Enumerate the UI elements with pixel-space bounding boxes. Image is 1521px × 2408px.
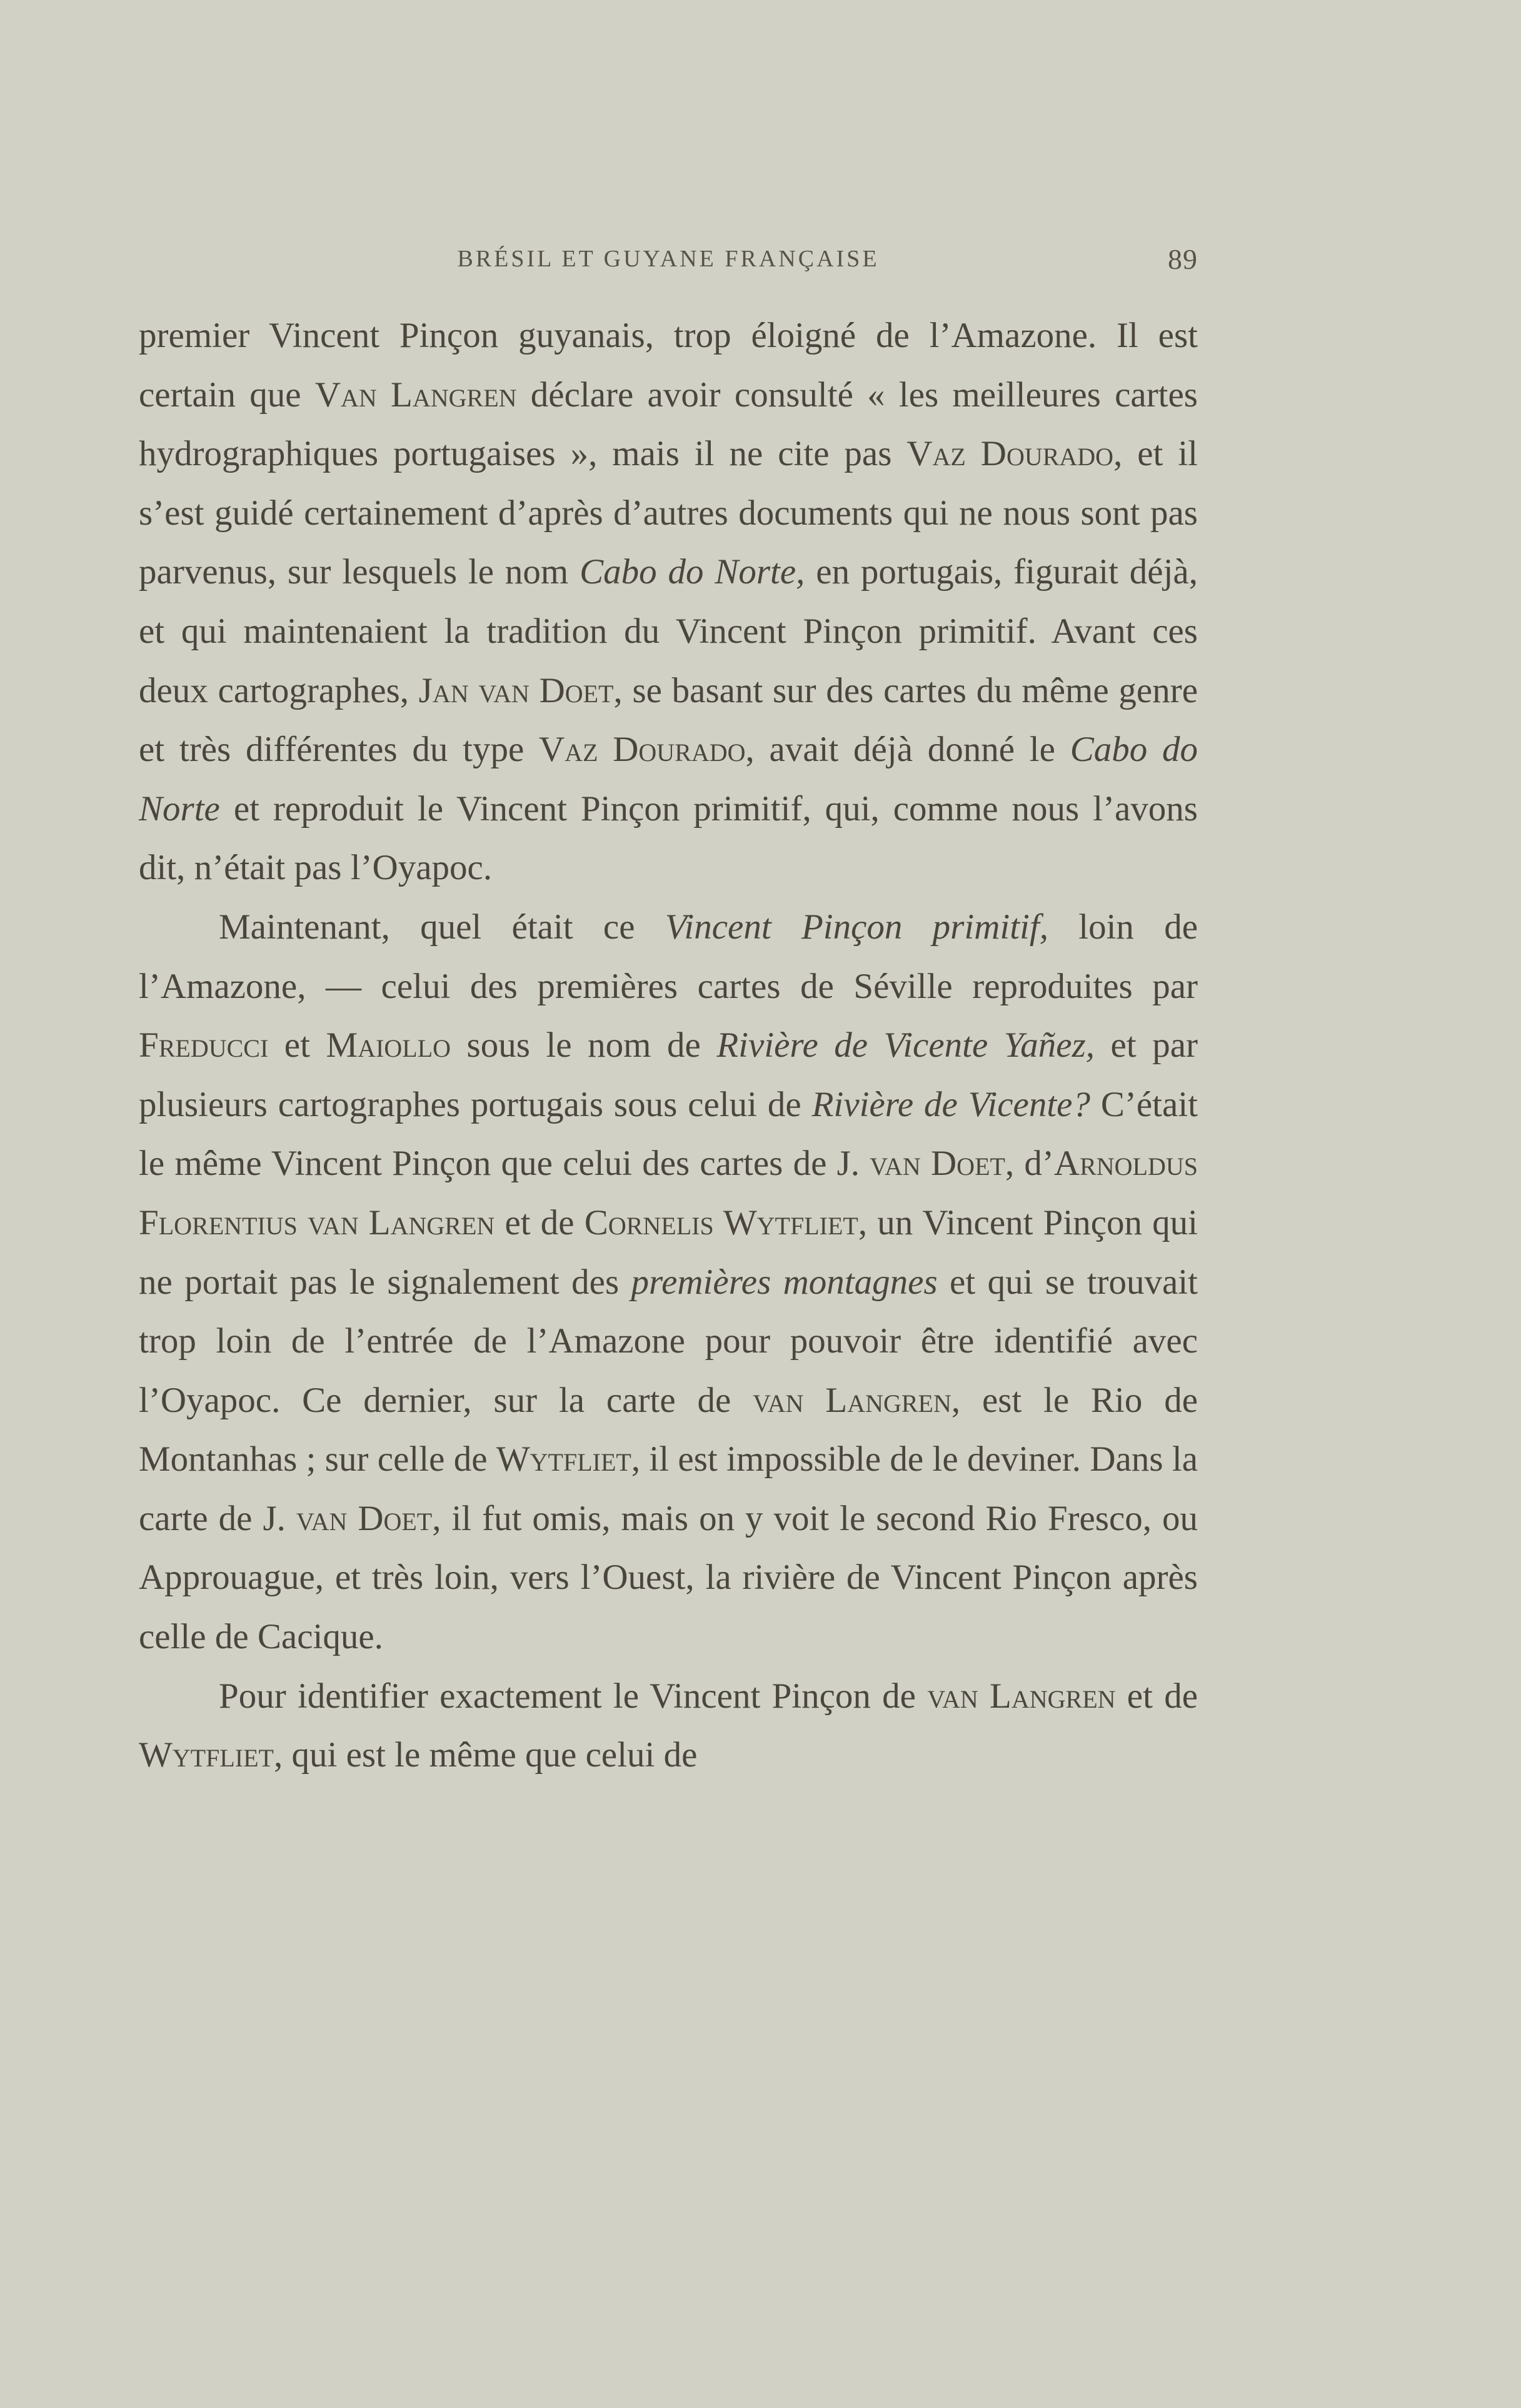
small-caps-name: Vaz Dourado (539, 730, 746, 770)
small-caps-name: Cornelis Wytfliet (584, 1202, 858, 1242)
text-run: , est le Rio de Montanhas ; sur celle de (139, 1380, 1198, 1479)
small-caps-name: Wytfliet (139, 1735, 274, 1775)
small-caps-name: Wytfliet (496, 1439, 631, 1479)
paragraph-1 (139, 306, 1198, 898)
running-head (139, 245, 1198, 283)
text-run: , il fut omis, mais on y voit le second Rio Fresco, ou Approuague, et très loin, vers l’Ouest, la rivière de Vincent Pinçon après celle de Cacique. (139, 1498, 1198, 1657)
text-run: déclare avoir consulté « les meilleures cartes hydrographiques portugaises », mais il ne cite pas (139, 375, 1198, 474)
small-caps-name: Maiollo (326, 1025, 451, 1065)
small-caps-name: J. van Doet (836, 1144, 1005, 1184)
text-run: , et il s’est guidé certainement d’après d’autres documents qui ne nous sont pas parvenus, sur lesquels le nom (139, 434, 1198, 592)
italic-phrase: Rivière de Vicente? (811, 1084, 1090, 1124)
italic-phrase: premières montagnes (631, 1262, 938, 1302)
italic-phrase: Rivière de Vicente Yañez, (716, 1025, 1095, 1065)
text-run: et de (494, 1202, 585, 1242)
text-run: , il est impossible de le deviner. Dans la carte de (139, 1439, 1198, 1538)
small-caps-name: Jan van Doet (418, 670, 614, 710)
text-run: loin de l’Amazone, — celui des premières cartes de Séville reproduites par (139, 907, 1198, 1006)
paragraph-2 (139, 898, 1198, 1667)
italic-phrase: Cabo do Norte, (580, 552, 805, 592)
page-number: 89 (1168, 243, 1198, 275)
text-run: et par plusieurs cartographes portugais sous celui de (139, 1025, 1198, 1124)
text-run: C’était le même Vincent Pinçon que celui des cartes de (139, 1084, 1198, 1184)
text-run: Maintenant, quel était ce (219, 907, 665, 947)
small-caps-name: Vaz Dourado (906, 434, 1114, 474)
text-run: , avait déjà donné le (745, 730, 1070, 770)
small-caps-name: Van Langren (314, 375, 517, 415)
text-run: et reproduit le Vincent Pinçon primitif, qui, comme nous l’avons dit, n’était pas l’Oyapoc. (139, 788, 1198, 888)
text-run: , d’ (1005, 1144, 1054, 1184)
text-run: en portugais, figurait déjà, et qui maintenaient la tradition du Vincent Pinçon primitif. Avant ces deux cartographes, (139, 552, 1198, 710)
small-caps-name: J. van Doet (263, 1498, 433, 1538)
text-run: premier Vincent Pinçon guyanais, trop éloigné de l’Amazone. Il est certain que (139, 316, 1198, 415)
text-run: et (268, 1025, 326, 1065)
small-caps-name: van Langren (753, 1380, 951, 1420)
italic-phrase: Vincent Pinçon primitif, (665, 907, 1048, 947)
small-caps-name: Freducci (139, 1025, 269, 1065)
running-title: BRÉSIL ET GUYANE FRANÇAISE (457, 246, 880, 272)
text-run: , qui est le même que celui de (274, 1735, 698, 1775)
text-run: Pour identifier exactement le Vincent Pinçon de (219, 1676, 928, 1716)
small-caps-name: van Langren (927, 1676, 1116, 1716)
paragraph-3 (139, 1667, 1198, 1785)
italic-phrase: Cabo do Norte (139, 730, 1198, 829)
small-caps-name: Arnoldus Florentius van Langren (139, 1144, 1198, 1242)
text-run: et de (1115, 1676, 1198, 1716)
text-run: , se basant sur des cartes du même genre et très différentes du type (139, 670, 1198, 770)
text-run: sous le nom de (451, 1025, 717, 1065)
text-run: , un Vincent Pinçon qui ne portait pas le signalement des (139, 1202, 1198, 1302)
body-text (139, 306, 1198, 1785)
text-run: et qui se trouvait trop loin de l’entrée de l’Amazone pour pouvoir être identifié avec l’Oyapoc. Ce dernier, sur la carte de (139, 1262, 1198, 1420)
